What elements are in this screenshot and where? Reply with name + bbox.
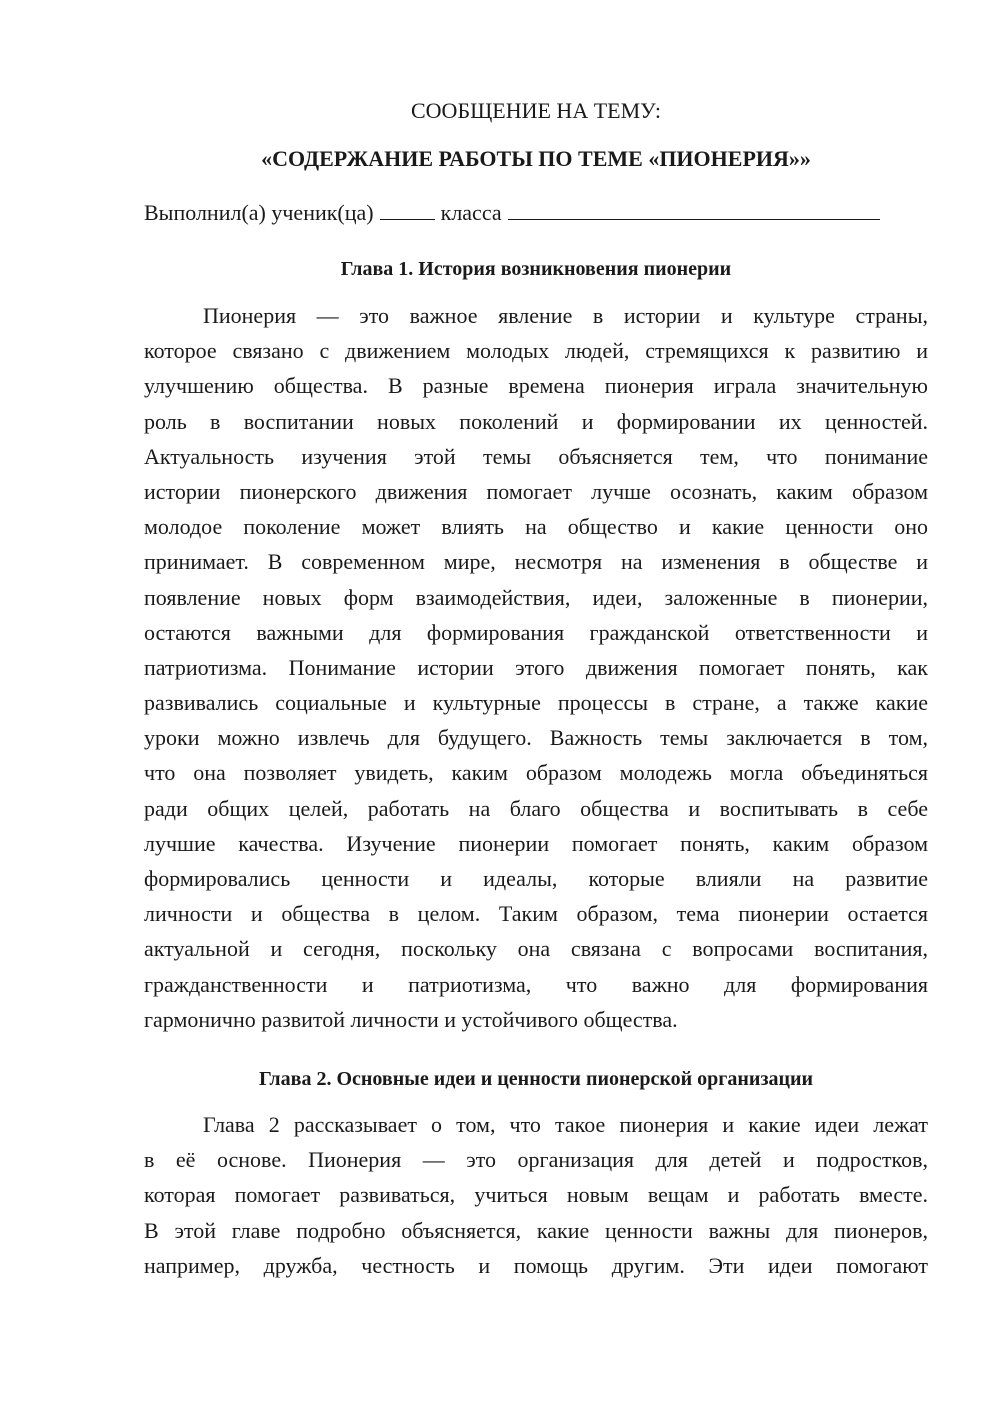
grade-blank <box>380 198 435 220</box>
chapter-1-paragraph <box>144 298 928 1037</box>
text-line: истории пионерского движения помогает лучше осознать, каким образом <box>144 478 928 504</box>
text-line: патриотизма. Понимание истории этого движения помогает понять, как <box>144 654 928 680</box>
text-line: которая помогает развиваться, учиться новым вещам и работать вместе. <box>144 1182 928 1208</box>
text-line: личности и общества в целом. Таким образом, тема пионерии остается <box>144 901 928 927</box>
text-line: актуальной и сегодня, поскольку она связана с вопросами воспитания, <box>144 936 928 962</box>
text-line: остаются важными для формирования гражданской ответственности и <box>144 619 928 645</box>
text-line: улучшению общества. В разные времена пионерия играла значительную <box>144 373 928 399</box>
text-line: Актуальность изучения этой темы объясняется тем, что понимание <box>144 443 928 469</box>
text-line: в её основе. Пионерия — это организация для детей и подростков, <box>144 1147 928 1173</box>
text-line: что она позволяет увидеть, каким образом молодежь могла объединяться <box>144 760 928 786</box>
text-line: появление новых форм взаимодействия, идеи, заложенные в пионерии, <box>144 584 928 610</box>
text-line: В этой главе подробно объясняется, какие ценности важны для пионеров, <box>144 1217 928 1243</box>
text-line: Пионерия — это важное явление в истории и культуре страны, <box>203 303 928 328</box>
text-line: роль в воспитании новых поколений и формировании их ценностей. <box>144 408 928 434</box>
text-line: принимает. В современном мире, несмотря на изменения в обществе и <box>144 549 928 575</box>
document-heading: СООБЩЕНИЕ НА ТЕМУ: <box>411 98 661 123</box>
text-line: Глава 2 рассказывает о том, что такое пионерия и какие идеи лежат <box>203 1112 928 1137</box>
text-line: формировались ценности и идеалы, которые влияли на развитие <box>144 866 928 891</box>
name-blank <box>508 198 880 220</box>
author-label: Выполнил(а) ученик(ца) <box>144 200 374 225</box>
text-line: которое связано с движением молодых людей, стремящихся к развитию и <box>144 338 928 364</box>
text-line: гражданственности и патриотизма, что важно для формирования <box>144 971 928 997</box>
text-line: гармонично развитой личности и устойчивого общества. <box>144 1006 678 1032</box>
chapter-1-title: Глава 1. История возникновения пионерии <box>340 258 732 280</box>
text-line: например, дружба, честность и помощь другим. Эти идеи помогают <box>144 1252 928 1278</box>
text-line: молодое поколение может влиять на общество и какие ценности оно <box>144 514 928 540</box>
text-line: лучшие качества. Изучение пионерии помогает понять, каким образом <box>144 830 928 856</box>
document-title: «СОДЕРЖАНИЕ РАБОТЫ ПО ТЕМЕ «ПИОНЕРИЯ»» <box>261 146 811 171</box>
text-line: развивались социальные и культурные процессы в стране, а также какие <box>144 690 928 716</box>
chapter-2-paragraph <box>144 1107 928 1283</box>
class-label: класса <box>440 200 502 225</box>
text-line: ради общих целей, работать на благо общества и воспитывать в себе <box>144 795 928 821</box>
author-line <box>144 198 880 228</box>
text-line: уроки можно извлечь для будущего. Важность темы заключается в том, <box>144 725 928 751</box>
chapter-2-title: Глава 2. Основные идеи и ценности пионерской организации <box>258 1068 814 1090</box>
